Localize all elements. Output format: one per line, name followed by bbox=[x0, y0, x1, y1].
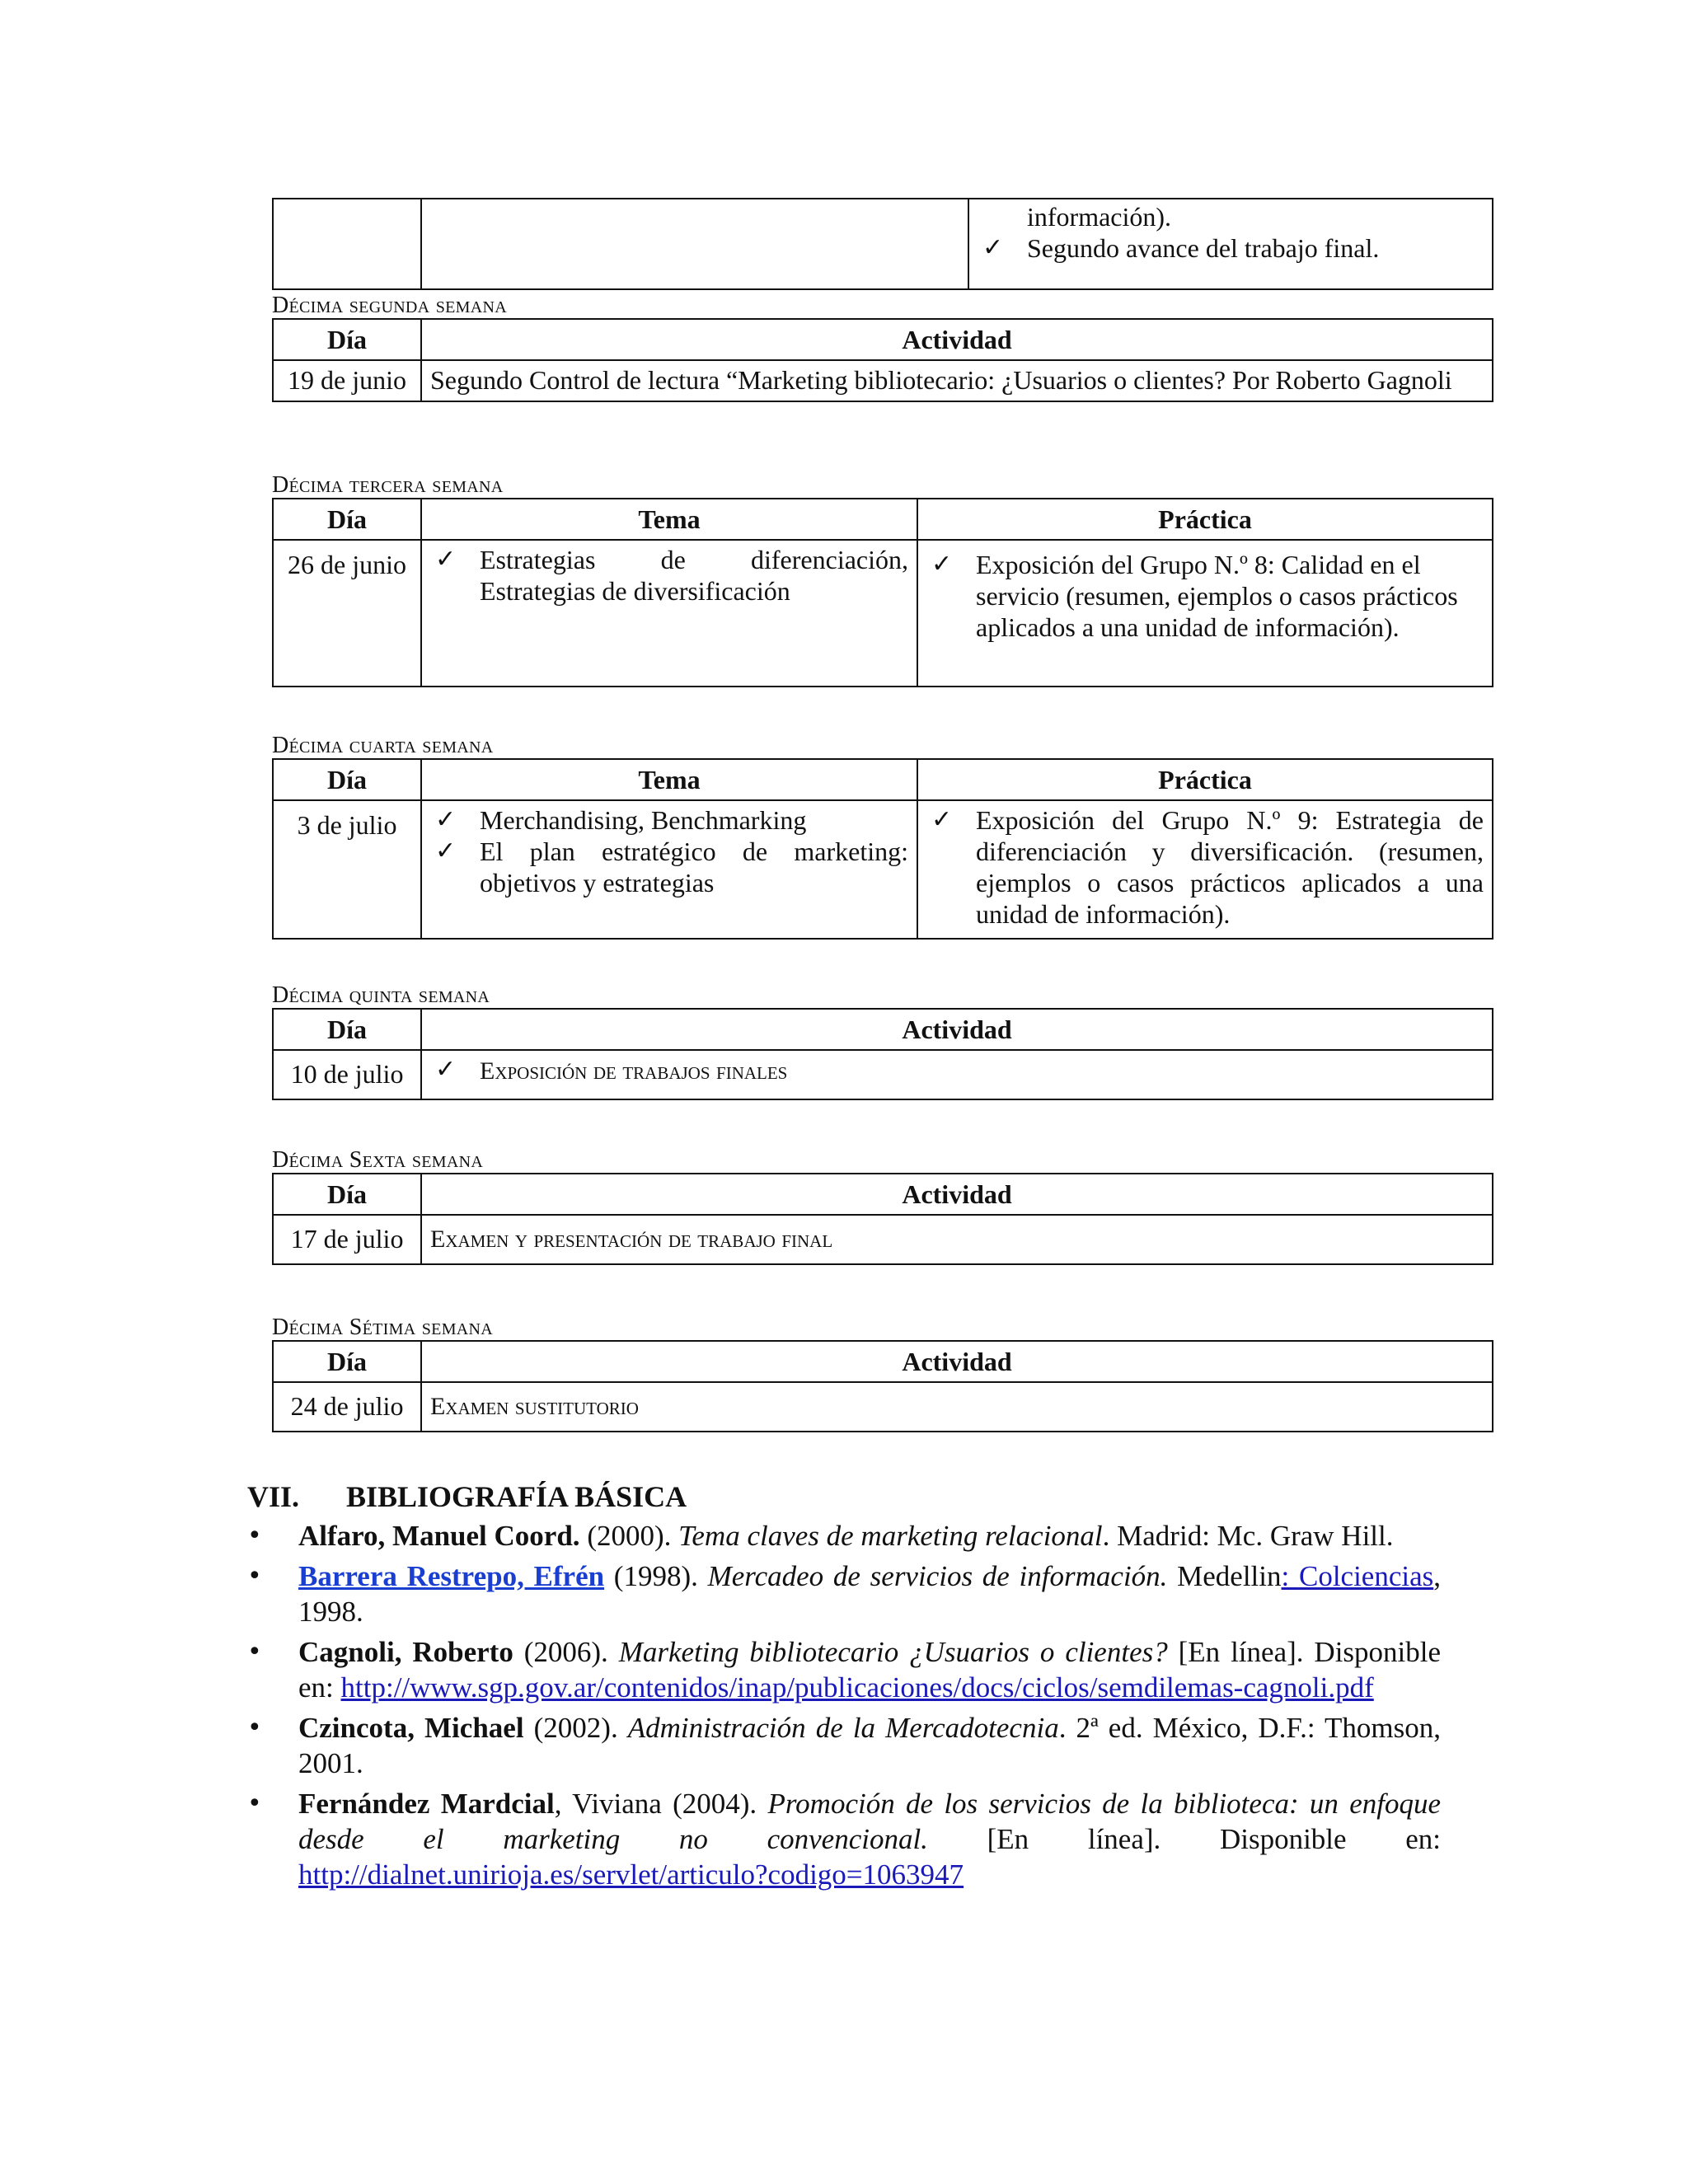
practice-list bbox=[926, 804, 1484, 930]
week-caption: Décima segunda semana bbox=[272, 293, 507, 318]
section-title: BIBLIOGRAFÍA BÁSICA bbox=[346, 1480, 687, 1513]
practice-cell bbox=[968, 199, 1493, 289]
year: (1998). bbox=[604, 1560, 708, 1592]
separator-link[interactable]: : bbox=[1281, 1560, 1299, 1592]
url-link[interactable]: http://dialnet.unirioja.es/servlet/articulo?codigo=1063947 bbox=[298, 1858, 964, 1891]
header-activity: Actividad bbox=[421, 1009, 1493, 1050]
table-header-row bbox=[273, 319, 1493, 360]
day-cell: 3 de julio bbox=[273, 800, 421, 939]
table-row bbox=[273, 800, 1493, 939]
topic-text: Estrategias de diferenciación, Estrategias de diversificación bbox=[480, 545, 908, 606]
section-number: VII. bbox=[247, 1480, 300, 1513]
publisher-link[interactable]: Colciencias bbox=[1298, 1560, 1434, 1592]
day-cell bbox=[273, 199, 421, 289]
check-icon: ✓ bbox=[931, 550, 953, 579]
section-heading bbox=[247, 1479, 687, 1514]
list-item bbox=[926, 804, 1484, 930]
topic-cell bbox=[421, 800, 917, 939]
activity-cell bbox=[421, 1215, 1493, 1264]
activity-cell bbox=[421, 1382, 1493, 1432]
header-day: Día bbox=[273, 1009, 421, 1050]
week17-table bbox=[272, 1340, 1493, 1432]
table-header-row bbox=[273, 1009, 1493, 1050]
practice-text: Exposición del Grupo N.º 9: Estrategia de diferenciación y diversificación. (resumen, ejemplos o casos prácticos aplicados a una unidad de información). bbox=[976, 805, 1484, 929]
check-icon: ✓ bbox=[982, 233, 1004, 262]
practice-cell bbox=[917, 800, 1493, 939]
practice-text: Segundo avance del trabajo final. bbox=[1027, 233, 1380, 263]
day-cell: 26 de junio bbox=[273, 540, 421, 687]
publication-info: . Madrid: Mc. Graw Hill. bbox=[1102, 1520, 1394, 1552]
activity-text: Examen y presentación de trabajo final bbox=[430, 1226, 833, 1253]
header-practice: Práctica bbox=[917, 759, 1493, 800]
table-header-row bbox=[273, 1341, 1493, 1382]
topic-cell bbox=[421, 540, 917, 687]
bibliography-item bbox=[247, 1710, 1441, 1781]
header-activity: Actividad bbox=[421, 1341, 1493, 1382]
url-link[interactable]: http://www.sgp.gov.ar/contenidos/inap/publicaciones/docs/ciclos/semdilemas-cagnoli.pdf bbox=[340, 1671, 1374, 1704]
publication-year: , 1998. bbox=[298, 1560, 1441, 1628]
check-icon: ✓ bbox=[435, 1055, 457, 1084]
list-item bbox=[430, 804, 908, 836]
year: (2006). bbox=[513, 1636, 619, 1668]
week16-table bbox=[272, 1173, 1493, 1265]
work-title: Marketing bibliotecario ¿Usuarios o clientes? bbox=[618, 1636, 1168, 1668]
bibliography-item bbox=[247, 1634, 1441, 1705]
header-day: Día bbox=[273, 499, 421, 540]
day-cell: 24 de julio bbox=[273, 1382, 421, 1432]
publication-info: [En línea]. Disponible en: bbox=[298, 1636, 1442, 1704]
practice-list bbox=[926, 549, 1484, 643]
week13-section bbox=[272, 473, 1492, 687]
practice-list bbox=[978, 232, 1484, 264]
week-caption: Décima quinta semana bbox=[272, 982, 490, 1008]
list-item bbox=[926, 549, 1484, 643]
table-row bbox=[273, 540, 1493, 687]
week14-table bbox=[272, 758, 1493, 940]
topic-list bbox=[430, 544, 908, 607]
continued-table bbox=[272, 198, 1493, 290]
table-row bbox=[273, 360, 1493, 401]
table-header-row bbox=[273, 499, 1493, 540]
publication-info: Medellin bbox=[1167, 1560, 1282, 1592]
week16-section bbox=[272, 1148, 1492, 1265]
table-row bbox=[273, 1382, 1493, 1432]
work-title: Administración de la Mercadotecnia bbox=[627, 1712, 1059, 1744]
table-row bbox=[273, 199, 1493, 289]
activity-cell bbox=[421, 1050, 1493, 1099]
list-item bbox=[978, 232, 1484, 264]
topic-cell bbox=[421, 199, 968, 289]
week12-section bbox=[272, 293, 1492, 402]
bullet-icon: • bbox=[247, 1638, 262, 1666]
activity-text: Exposición de trabajos finales bbox=[480, 1057, 788, 1085]
work-title: Tema claves de marketing relacional bbox=[678, 1520, 1103, 1552]
check-icon: ✓ bbox=[435, 545, 457, 574]
bullet-icon: • bbox=[247, 1521, 262, 1550]
author: Cagnoli, Roberto bbox=[298, 1636, 513, 1668]
list-item bbox=[430, 1054, 1484, 1087]
header-day: Día bbox=[273, 1174, 421, 1215]
day-cell: 19 de junio bbox=[273, 360, 421, 401]
table-row bbox=[273, 1050, 1493, 1099]
table-header-row bbox=[273, 1174, 1493, 1215]
bibliography-item bbox=[247, 1558, 1441, 1629]
practice-cell bbox=[917, 540, 1493, 687]
topic-list bbox=[430, 804, 908, 898]
work-title: Mercadeo de servicios de información. bbox=[707, 1560, 1168, 1592]
topic-text: Merchandising, Benchmarking bbox=[480, 805, 807, 835]
header-day: Día bbox=[273, 1341, 421, 1382]
publication-info: [En línea]. Disponible en: bbox=[927, 1823, 1441, 1855]
week-caption: Décima cuarta semana bbox=[272, 733, 494, 758]
list-item bbox=[430, 544, 908, 607]
bibliography-item bbox=[247, 1786, 1441, 1892]
publication-info: . 2ª ed. México, D.F.: Thomson, 2001. bbox=[298, 1712, 1441, 1779]
header-day: Día bbox=[273, 319, 421, 360]
year: (2000). bbox=[579, 1520, 679, 1552]
day-cell: 17 de julio bbox=[273, 1215, 421, 1264]
check-icon: ✓ bbox=[435, 837, 457, 865]
practice-text: información). bbox=[1027, 202, 1172, 232]
author-link[interactable]: Barrera Restrepo, Efrén bbox=[298, 1560, 605, 1592]
bullet-icon: • bbox=[247, 1562, 262, 1591]
table-row bbox=[273, 1215, 1493, 1264]
week15-section bbox=[272, 983, 1492, 1100]
week14-section bbox=[272, 733, 1492, 940]
bullet-icon: • bbox=[247, 1789, 262, 1818]
list-item bbox=[430, 836, 908, 898]
check-icon: ✓ bbox=[435, 805, 457, 834]
author: Czincota, Michael bbox=[298, 1712, 524, 1744]
header-topic: Tema bbox=[421, 759, 917, 800]
continued-table-section bbox=[272, 198, 1492, 290]
week15-table bbox=[272, 1008, 1493, 1100]
week-caption: Décima Sexta semana bbox=[272, 1147, 484, 1173]
activity-cell: Segundo Control de lectura “Marketing bibliotecario: ¿Usuarios o clientes? Por Roberto Gagnoli bbox=[421, 360, 1493, 401]
header-practice: Práctica bbox=[917, 499, 1493, 540]
work-title: Promoción de los servicios de la biblioteca: un enfoque desde el marketing no convencional. bbox=[298, 1788, 1442, 1855]
activity-text: Examen sustitutorio bbox=[430, 1393, 639, 1420]
day-cell: 10 de julio bbox=[273, 1050, 421, 1099]
week-caption: Décima Sétima semana bbox=[272, 1315, 494, 1340]
author-rest: , Viviana (2004). bbox=[554, 1788, 768, 1820]
header-activity: Actividad bbox=[421, 1174, 1493, 1215]
header-day: Día bbox=[273, 759, 421, 800]
week13-table bbox=[272, 498, 1493, 687]
week12-table bbox=[272, 318, 1493, 402]
bibliography-list bbox=[247, 1518, 1441, 1897]
year: (2002). bbox=[523, 1712, 628, 1744]
table-header-row bbox=[273, 759, 1493, 800]
activity-list bbox=[430, 1054, 1484, 1087]
header-topic: Tema bbox=[421, 499, 917, 540]
header-activity: Actividad bbox=[421, 319, 1493, 360]
bibliography-item bbox=[247, 1518, 1441, 1554]
week-caption: Décima tercera semana bbox=[272, 472, 504, 498]
bullet-icon: • bbox=[247, 1713, 262, 1742]
topic-text: El plan estratégico de marketing: objetivos y estrategias bbox=[480, 837, 908, 898]
week17-section bbox=[272, 1315, 1492, 1432]
author: Fernández Mardcial bbox=[298, 1788, 555, 1820]
check-icon: ✓ bbox=[931, 805, 953, 834]
practice-text: Exposición del Grupo N.º 8: Calidad en el servicio (resumen, ejemplos o casos prácticos aplicados a una unidad de información). bbox=[976, 550, 1458, 642]
author: Alfaro, Manuel Coord. bbox=[298, 1520, 580, 1552]
